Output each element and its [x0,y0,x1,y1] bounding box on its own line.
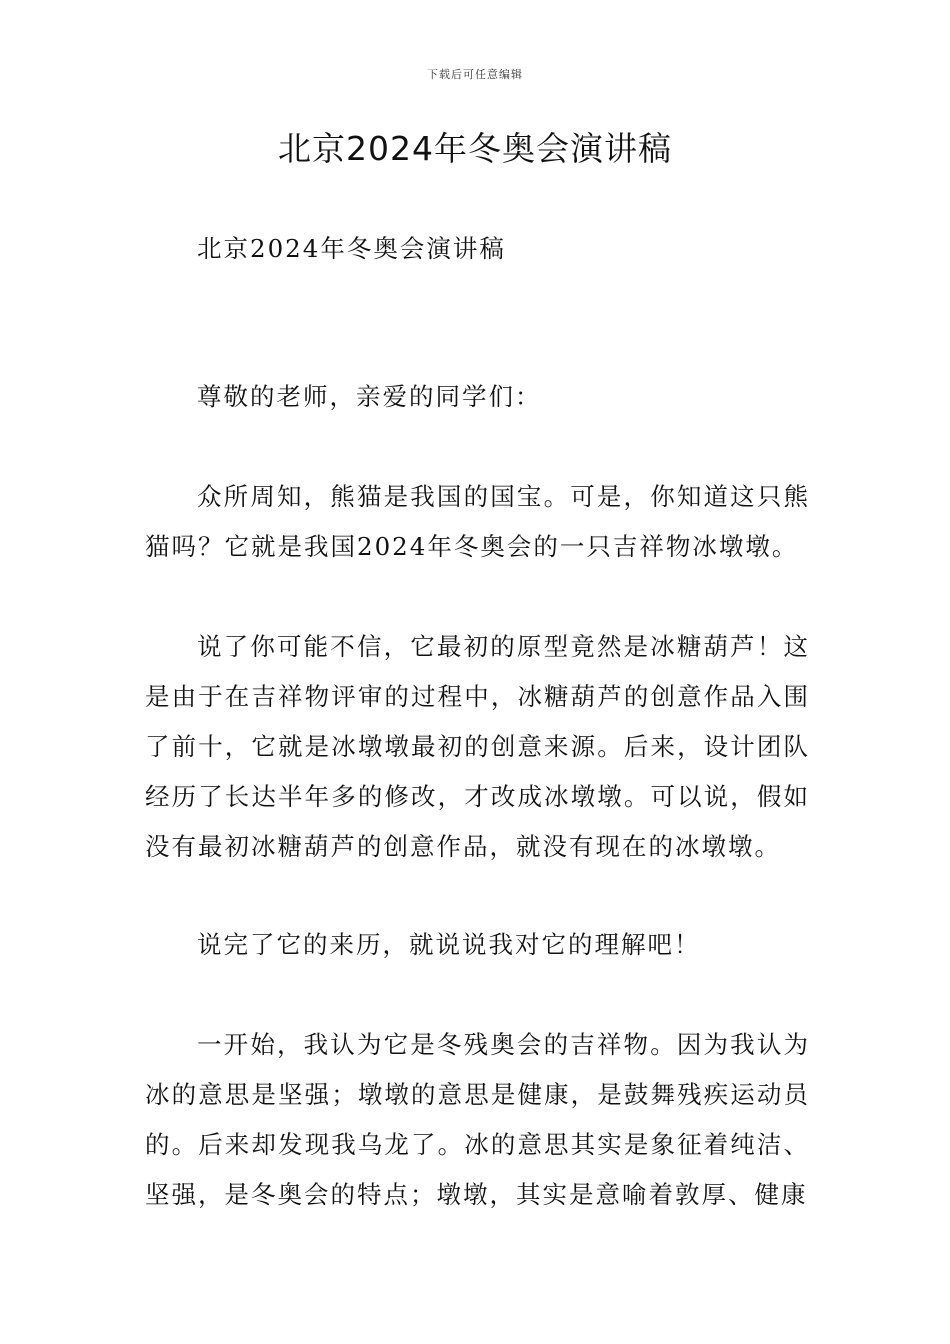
paragraph-text: 众所周知，熊猫是我国的国宝。可是，你知道这只熊猫吗？它就是我国2024年冬奥会的一只吉祥物冰墩墩。 [145,482,810,561]
greeting-paragraph [145,372,810,422]
document-subtitle [145,224,810,274]
paragraph-text: 说完了它的来历，就说说我对它的理解吧！ [197,930,701,959]
document-title: 北京2024年冬奥会演讲稿 [278,129,672,168]
header-note: 下载后可任意编辑 [427,68,523,81]
paragraph-4 [145,1020,810,1220]
paragraph-text: 一开始，我认为它是冬残奥会的吉祥物。因为我认为冰的意思是坚强；墩墩的意思是健康，是鼓舞残疾运动员的。后来却发现我乌龙了。冰的意思其实是象征着纯洁、坚强，是冬奥会的特点；墩墩，其实是意喻着敦厚、健康 [145,1030,810,1209]
paragraph-2 [145,622,810,872]
paragraph-3 [145,920,810,970]
paragraph-1 [145,472,810,572]
greeting-text: 尊敬的老师，亲爱的同学们： [197,382,542,411]
paragraph-text: 说了你可能不信，它最初的原型竟然是冰糖葫芦！这是由于在吉祥物评审的过程中，冰糖葫芦的创意作品入围了前十，它就是冰墩墩最初的创意来源。后来，设计团队经历了长达半年多的修改，才改成冰墩墩。可以说，假如没有最初冰糖葫芦的创意作品，就没有现在的冰墩墩。 [145,632,810,861]
subtitle-text: 北京2024年冬奥会演讲稿 [197,234,506,263]
